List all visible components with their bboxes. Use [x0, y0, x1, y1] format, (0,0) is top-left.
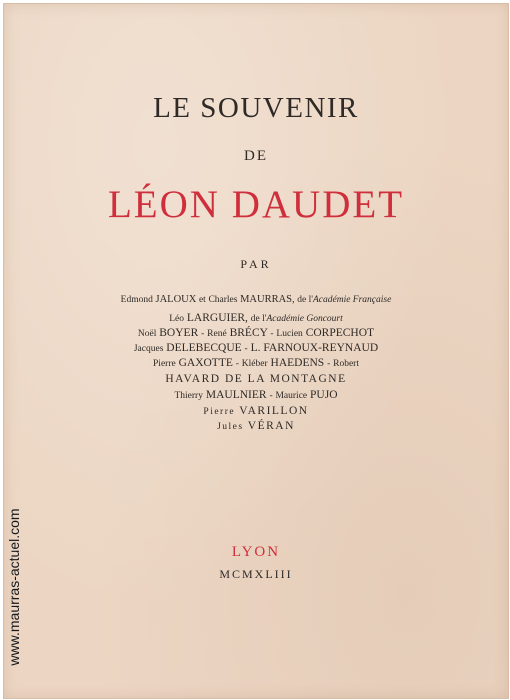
publication-city: LYON — [231, 544, 281, 560]
authors-line-3 — [4, 327, 508, 339]
publication-year: MCMXLIII — [219, 567, 293, 581]
separator: - — [244, 344, 248, 354]
author-last: BOYER — [159, 327, 199, 339]
authors-line-5 — [4, 357, 508, 369]
title-line-1: LE SOUVENIR — [153, 92, 359, 124]
authors-line-4 — [4, 342, 508, 354]
book-cover — [3, 3, 509, 699]
author-first: Robert — [333, 359, 359, 369]
author-last: JALOUX — [155, 294, 197, 305]
author-first: Thierry — [174, 391, 203, 401]
author-last: BRÉCY — [229, 327, 268, 339]
author-first: Lucien — [276, 329, 303, 339]
author-name: L. FARNOUX-REYNAUD — [250, 342, 379, 354]
title-line-3: LÉON DAUDET — [107, 183, 405, 226]
author-last: CORPECHOT — [305, 327, 375, 339]
author-first: Charles — [208, 295, 238, 305]
separator: - — [201, 329, 205, 339]
authors-line-6: HAVARD DE LA MONTAGNE — [165, 373, 347, 385]
affiliation-prefix: de l' — [297, 295, 313, 305]
separator: - — [270, 329, 274, 339]
authors-line-8 — [4, 405, 508, 417]
authors-line-9 — [4, 420, 508, 432]
author-first: Maurice — [275, 391, 308, 401]
author-first: Pierre — [153, 359, 176, 369]
affiliation: Académie Goncourt — [266, 314, 343, 324]
author-first: Edmond — [120, 295, 153, 305]
author-first: Jules — [217, 422, 244, 432]
author-last: MAULNIER — [205, 389, 267, 401]
author-first: Pierre — [203, 407, 236, 417]
author-last: VÉRAN — [247, 420, 295, 432]
website-watermark — [4, 478, 24, 696]
author-last: HAEDENS — [270, 357, 325, 369]
author-last: PUJO — [310, 389, 338, 401]
separator: - — [269, 391, 273, 401]
author-first: Kléber — [241, 359, 268, 369]
author-first: René — [207, 329, 227, 339]
author-last: LARGUIER, — [186, 312, 248, 324]
author-last: DELEBECQUE — [166, 342, 242, 354]
author-last: GAXOTTE — [178, 357, 233, 369]
authors-line-7 — [4, 389, 508, 401]
separator: - — [235, 359, 239, 369]
affiliation-prefix: de l' — [250, 314, 267, 324]
author-first: Noël — [137, 329, 157, 339]
author-last: VARILLON — [239, 405, 309, 417]
watermark-text: www.maurras-actuel.com — [6, 508, 22, 666]
affiliation: Académie Française — [312, 295, 392, 305]
par-label: PAR — [240, 257, 272, 271]
title-line-2: DE — [244, 148, 268, 164]
author-first: Léo — [169, 314, 185, 324]
authors-line-2 — [4, 312, 508, 324]
separator: - — [327, 359, 331, 369]
authors-line-1 — [4, 294, 508, 305]
conjunction: et — [198, 295, 206, 305]
author-last: MAURRAS, — [240, 294, 295, 305]
author-first: Jacques — [133, 344, 164, 354]
